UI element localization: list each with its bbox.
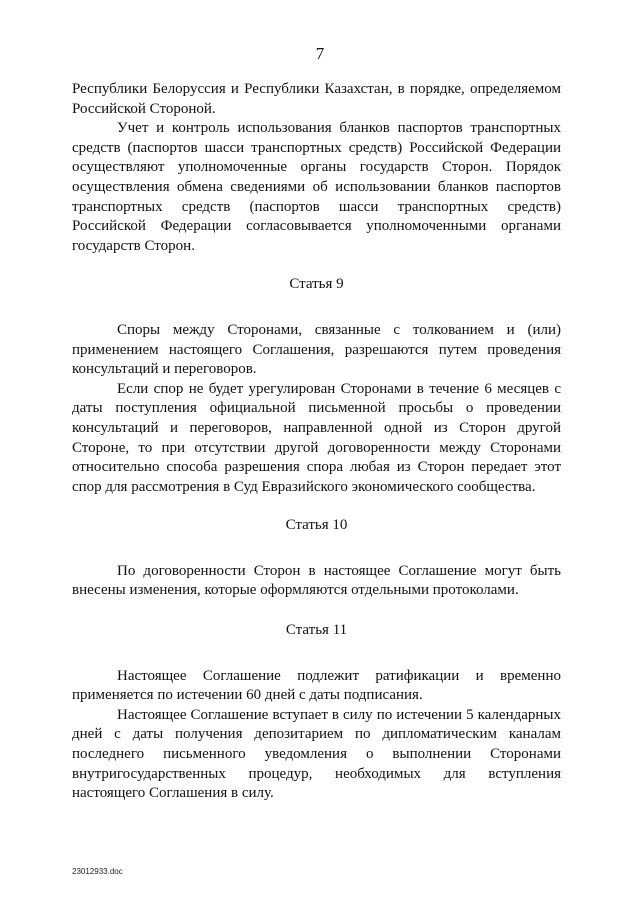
- article-9-heading: Статья 9: [289, 276, 344, 293]
- article-11-heading: Статья 11: [285, 622, 348, 639]
- article-9-paragraph-2: Если спор не будет урегулирован Сторонами в течение 6 месяцев с даты поступления официальной письменной просьбы о проведении консультаций и переговоров, направленной одной из Сторон другой Стороне, то при отсутствии другой договоренности между Сторонами относительно способа разрешения спора любая из Сторон передает этот спор для рассмотрения в Суд Евразийского экономического сообщества.: [72, 380, 561, 495]
- continuation-paragraph: Республики Белоруссия и Республики Казахстан, в порядке, определяемом Российской Стороной.: [72, 81, 561, 117]
- control-paragraph: Учет и контроль использования бланков паспортов транспортных средств (паспортов шасси транспортных средств) Российской Федерации осуществляют уполномоченные органы государств Сторон. Порядок осуществления обмена сведениями об использовании бланков паспортов транспортных средств (паспортов шасси транспортных средств) Российской Федерации согласовывается уполномоченными органами государств Сторон.: [72, 120, 561, 254]
- article-10-paragraph-1: По договоренности Сторон в настоящее Соглашение могут быть внесены изменения, которые оформляются отдельными протоколами.: [72, 562, 561, 599]
- document-body: [72, 80, 561, 804]
- article-10-heading: Статья 10: [285, 517, 348, 534]
- article-11-paragraph-1: Настоящее Соглашение подлежит ратификации и временно применяется по истечении 60 дней с даты подписания.: [72, 667, 561, 704]
- article-11-paragraph-2: Настоящее Соглашение вступает в силу по истечении 5 календарных дней с даты получения депозитарием по дипломатическим каналам последнего письменного уведомления о выполнении Сторонами внутригосударственных процедур, необходимых для вступления настоящего Соглашения в силу.: [72, 706, 561, 802]
- page-number: 7: [315, 44, 325, 63]
- article-9-paragraph-1: Споры между Сторонами, связанные с толкованием и (или) применением настоящего Соглашения, разрешаются путем проведения консультаций и переговоров.: [72, 321, 561, 378]
- footer-filename: 23012933.doc: [72, 867, 123, 876]
